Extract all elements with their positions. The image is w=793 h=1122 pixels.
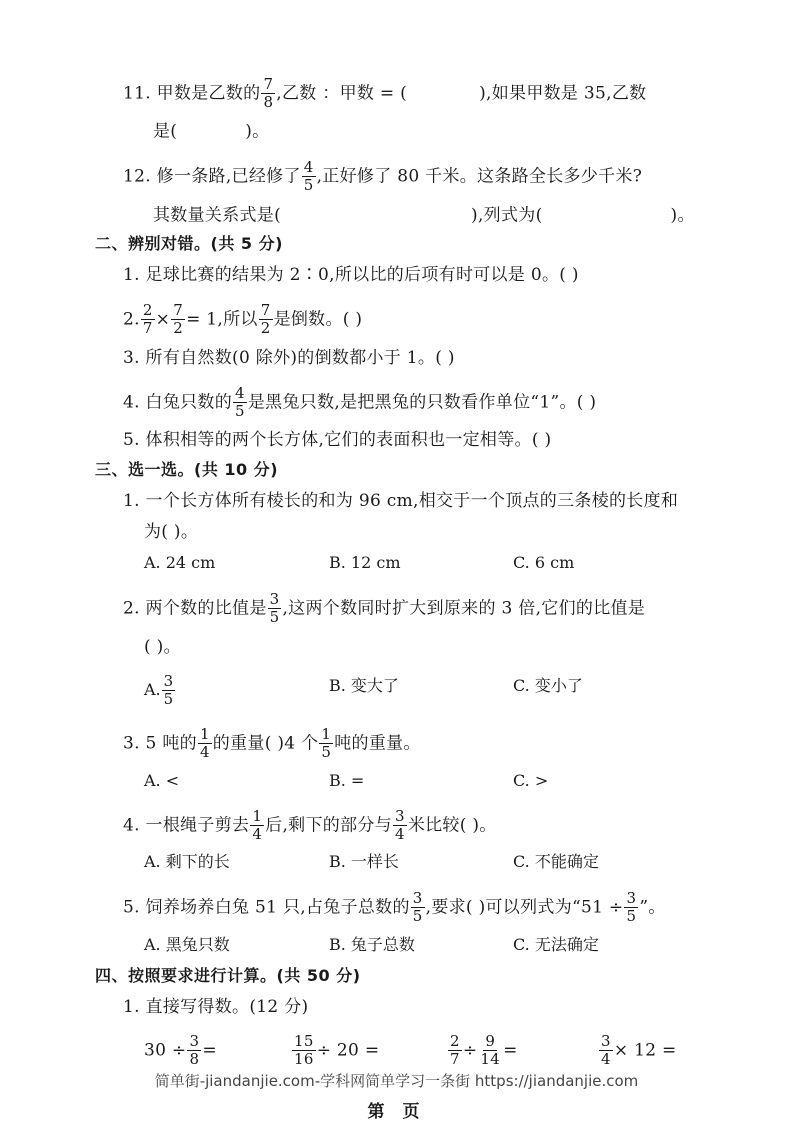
fraction: $\frac{3}{5}$ bbox=[163, 672, 174, 708]
calc-expression-4: $\frac{3}{4}$ × 12 = bbox=[601, 1032, 677, 1068]
option-c[interactable]: C. 无法确定 bbox=[513, 935, 599, 954]
fraction: $\frac{3}{4}$ bbox=[394, 807, 405, 843]
question-text: ,正好修了 80 千米。这条路全长多少千米? bbox=[316, 166, 643, 187]
fraction: $\frac{3}{8}$ bbox=[189, 1032, 200, 1068]
option-b[interactable]: B. = bbox=[329, 771, 365, 790]
option-a[interactable]: A. 黑兔只数 bbox=[144, 935, 230, 954]
section-2-item-1: 1. 足球比赛的结果为 2∶0,所以比的后项有时可以是 0。( ) bbox=[123, 265, 579, 285]
question-text: 11. 甲数是乙数的 bbox=[123, 83, 261, 104]
section-4-q1: 1. 直接写得数。(12 分) bbox=[123, 997, 309, 1017]
section-3-q3: 3. 5 吨的 $\frac{1}{4}$ 的重量( )4 个 $\frac{1}{5}$ 吨的重量。 bbox=[123, 725, 421, 761]
question-11-line2 bbox=[153, 118, 269, 145]
calc-expression-1: 30 ÷ $\frac{3}{8}$ = bbox=[144, 1032, 217, 1068]
option-c[interactable]: C. 6 cm bbox=[513, 553, 575, 572]
option-c[interactable]: C. > bbox=[513, 771, 549, 790]
fraction: $\frac{7}{2}$ bbox=[260, 301, 271, 337]
fraction: $\frac{2}{7}$ bbox=[450, 1032, 460, 1068]
fraction: $\frac{15}{16}$ bbox=[294, 1032, 314, 1068]
option-b[interactable]: B. 变大了 bbox=[329, 676, 399, 695]
option-a[interactable]: A. 剩下的长 bbox=[144, 852, 230, 871]
section-4-heading: 四、按照要求进行计算。(共 50 分) bbox=[95, 966, 361, 985]
option-a[interactable]: A. < bbox=[144, 771, 180, 790]
section-2-item-2: 2. $\frac{2}{7}$ × $\frac{7}{2}$ = 1,所以 $\frac{7}{2}$ 是倒数。( ) bbox=[123, 301, 363, 337]
page-number: 第 页 bbox=[367, 1102, 426, 1122]
fraction: $\frac{4}{5}$ bbox=[303, 158, 314, 194]
fraction: $\frac{4}{5}$ bbox=[235, 384, 245, 420]
section-3-heading: 三、选一选。(共 10 分) bbox=[95, 460, 279, 479]
calc-expression-2: $\frac{15}{16}$ ÷ 20 = bbox=[294, 1032, 380, 1068]
option-a[interactable]: A. 24 cm bbox=[144, 553, 216, 572]
question-text: ),如果甲数是 35,乙数 bbox=[479, 83, 647, 104]
footer-site-link[interactable]: 简单街-jiandanjie.com-学科网简单学习一条街 https://jiandanjie.com bbox=[154, 1072, 639, 1090]
section-3-q1-line2: 为( )。 bbox=[144, 522, 199, 542]
option-c[interactable]: C. 变小了 bbox=[513, 676, 583, 695]
question-text: )。 bbox=[670, 205, 695, 226]
option-a[interactable]: A. $\frac{3}{5}$ bbox=[144, 672, 174, 708]
question-text: 是( bbox=[153, 121, 178, 142]
question-text: ,乙数 ：甲数 = ( bbox=[276, 83, 408, 104]
question-12-line1 bbox=[123, 159, 642, 194]
question-12-line2 bbox=[153, 202, 695, 229]
option-b[interactable]: B. 兔子总数 bbox=[329, 935, 415, 954]
section-3-q4: 4. 一根绳子剪去 $\frac{1}{4}$ 后,剩下的部分与 $\frac{3}{4}$ 米比较( )。 bbox=[123, 807, 497, 843]
fraction: $\frac{3}{5}$ bbox=[269, 590, 280, 626]
fraction: $\frac{9}{14}$ bbox=[480, 1032, 501, 1068]
section-3-q2-line1: 2. 两个数的比值是 $\frac{3}{5}$ ,这两个数同时扩大到原来的 3 倍,它们的比值是 bbox=[123, 590, 646, 626]
fraction: $\frac{1}{4}$ bbox=[252, 807, 263, 843]
question-text: ),列式为( bbox=[471, 205, 543, 226]
fraction: $\frac{1}{5}$ bbox=[321, 725, 332, 761]
option-c[interactable]: C. 不能确定 bbox=[513, 852, 599, 871]
section-3-q1-line1: 1. 一个长方体所有棱长的和为 96 cm,相交于一个顶点的三条棱的长度和 bbox=[123, 491, 679, 511]
section-3-q5: 5. 饲养场养白兔 51 只,占兔子总数的 $\frac{3}{5}$ ,要求( )可以列式为“51 ÷ $\frac{3}{5}$ ”。 bbox=[123, 889, 666, 925]
section-2-item-4: 4. 白兔只数的 $\frac{4}{5}$ 是黑兔只数,是把黑兔的只数看作单位“1”。( ) bbox=[123, 384, 597, 420]
section-2-heading: 二、辨别对错。(共 5 分) bbox=[95, 234, 283, 253]
section-3-q2-line2: ( )。 bbox=[144, 637, 181, 657]
option-b[interactable]: B. 一样长 bbox=[329, 852, 399, 871]
section-2-item-3: 3. 所有自然数(0 除外)的倒数都小于 1。( ) bbox=[123, 348, 455, 368]
fraction: $\frac{3}{5}$ bbox=[626, 889, 637, 925]
option-b[interactable]: B. 12 cm bbox=[329, 553, 401, 572]
fraction: $\frac{1}{4}$ bbox=[199, 725, 210, 761]
fraction: $\frac{3}{5}$ bbox=[412, 889, 423, 925]
question-text: 其数量关系式是( bbox=[153, 205, 282, 226]
fraction: $\frac{2}{7}$ bbox=[142, 301, 153, 337]
calc-expression-3: $\frac{2}{7}$ ÷ $\frac{9}{14}$ = bbox=[450, 1032, 518, 1068]
question-11-line1 bbox=[123, 76, 646, 111]
question-text: )。 bbox=[245, 121, 270, 142]
section-2-item-5: 5. 体积相等的两个长方体,它们的表面积也一定相等。( ) bbox=[123, 430, 552, 450]
fraction: $\frac{7}{8}$ bbox=[263, 75, 274, 111]
fraction: $\frac{3}{4}$ bbox=[601, 1032, 611, 1068]
question-text: 12. 修一条路,已经修了 bbox=[123, 166, 301, 187]
fraction: $\frac{7}{2}$ bbox=[173, 301, 184, 337]
